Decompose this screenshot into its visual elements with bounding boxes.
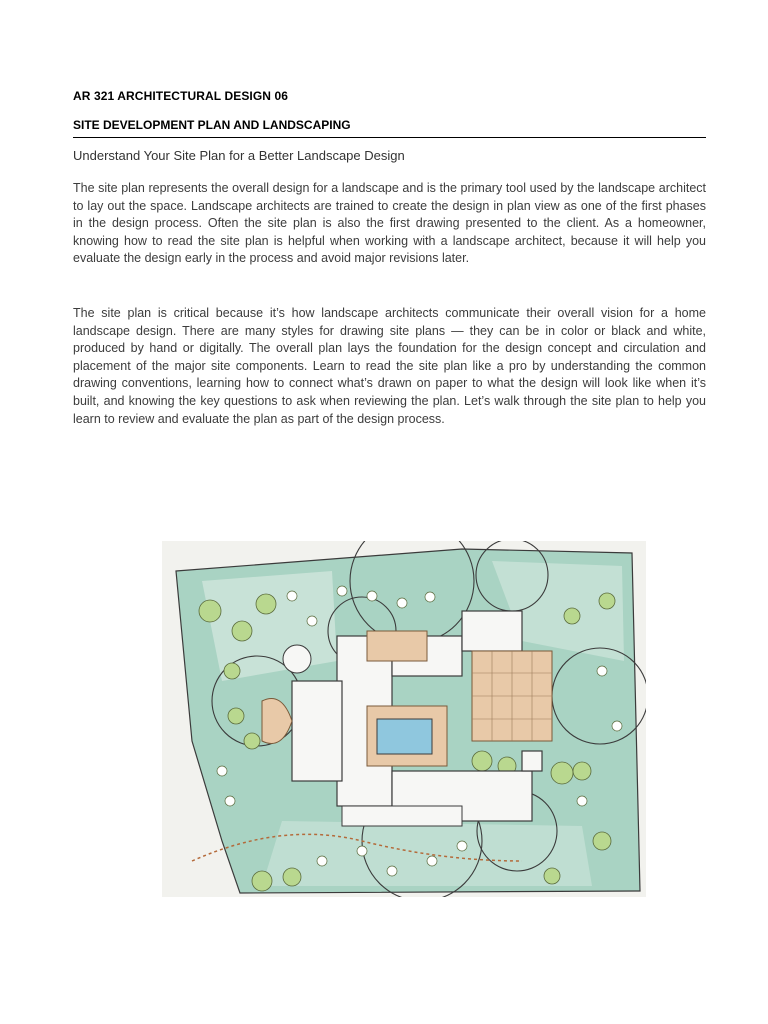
lawn-light: [202, 571, 337, 681]
walkway: [342, 806, 462, 826]
course-title: AR 321 ARCHITECTURAL DESIGN 06: [73, 89, 289, 103]
gazebo: [283, 645, 311, 673]
pool: [377, 719, 432, 754]
paragraph-2: The site plan is critical because it’s how landscape architects communicate their overall vision for a home landscape design. There are many styles for drawing site plans — they can be in color or black and white, produced by hand or digitally. The overall plan lays the foundation for the design concept and circulation and placement of the major site components. Learn to read the site plan like a pro by understanding the common drawing conventions, learning how to connect what’s drawn on paper to what the design will look like when it’s built, and knowing the key questions to ask when reviewing the plan. Let’s walk through the site plan to help you learn to review and evaluate the plan as part of the design process.: [73, 306, 706, 426]
paragraph-1: The site plan represents the overall design for a landscape and is the primary tool used by the landscape architect to lay out the space. Landscape architects are trained to create the design in plan view as one of the first phases in the design process. Often the site plan is also the first drawing presented to the client. As a homeowner, knowing how to read the site plan is helpful when working with a landscape architect, because it will help you evaluate the design early in the process and avoid major revisions later.: [73, 181, 706, 266]
site-plan-svg: [162, 541, 646, 897]
article-subtitle: Understand Your Site Plan for a Better Landscape Design: [73, 148, 405, 163]
site-plan-drawing: [162, 541, 646, 897]
section-title: SITE DEVELOPMENT PLAN AND LANDSCAPING: [73, 118, 706, 138]
